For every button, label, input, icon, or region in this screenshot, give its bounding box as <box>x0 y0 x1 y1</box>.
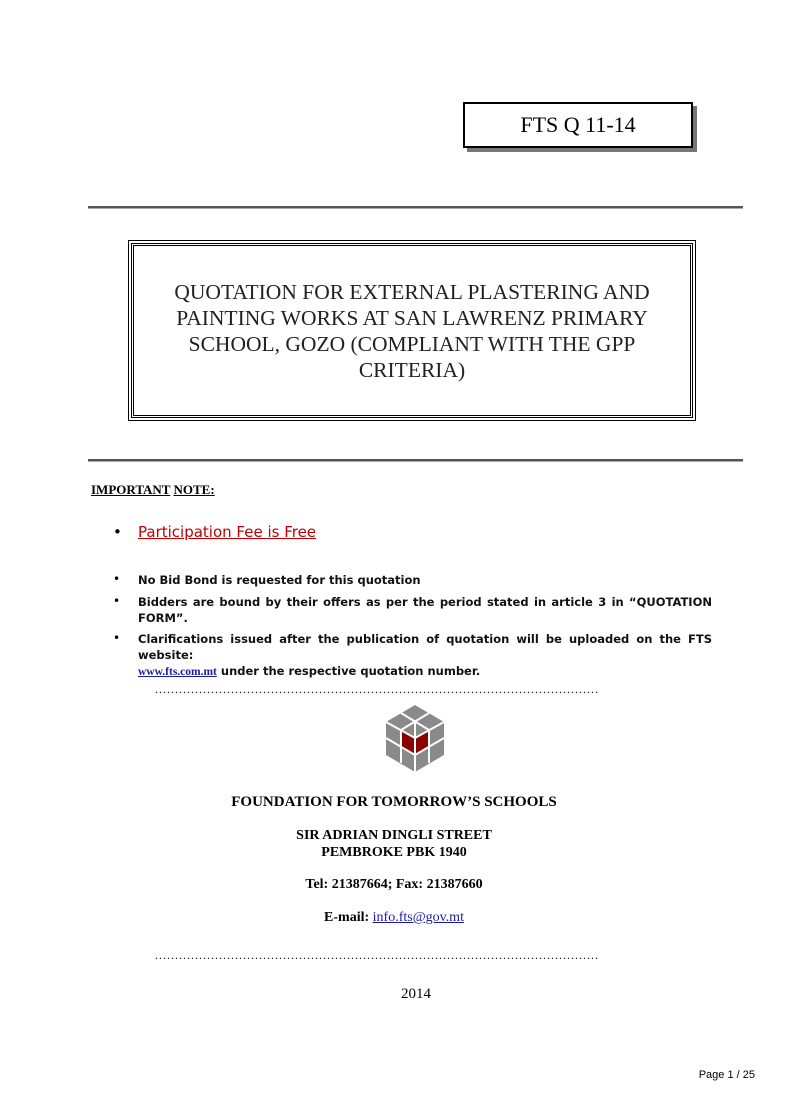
list-item: Bidders are bound by their offers as per the period stated in article 3 in “QUOTATION FORM”. <box>138 595 712 625</box>
divider <box>88 206 743 209</box>
bullet: • <box>113 572 121 586</box>
dotted-separator: ............................................................................................................... <box>155 682 599 696</box>
list-item <box>138 631 712 680</box>
address-line: SIR ADRIAN DINGLI STREET <box>296 828 492 843</box>
bullet: • <box>113 631 121 645</box>
list-item-text: Clarifications issued after the publication of quotation will be uploaded on the FTS website: <box>138 632 712 662</box>
list-item: No Bid Bond is requested for this quotation <box>138 573 421 587</box>
website-link[interactable]: www.fts.com.mt <box>138 666 217 678</box>
divider <box>88 459 743 462</box>
fee-notice: Participation Fee is Free <box>138 523 317 541</box>
document-title: QUOTATION FOR EXTERNAL PLASTERING AND PAINTING WORKS AT SAN LAWRENZ PRIMARY SCHOOL, GOZO (COMPLIANT WITH THE GPP CRITERIA) <box>131 243 693 418</box>
fts-logo-icon <box>380 702 450 774</box>
year: 2014 <box>401 986 431 1002</box>
note-word: NOTE: <box>173 482 215 497</box>
email-link[interactable]: info.fts@gov.mt <box>372 910 464 925</box>
dotted-separator: ............................................................................................................... <box>155 948 599 962</box>
bullet: • <box>113 523 122 541</box>
important-word: IMPORTANT <box>91 482 171 497</box>
address-line: PEMBROKE PBK 1940 <box>321 845 467 860</box>
organisation-name: FOUNDATION FOR TOMORROW’S SCHOOLS <box>231 794 557 810</box>
page-number: Page 1 / 25 <box>698 1069 755 1081</box>
email-line <box>0 910 788 926</box>
important-note-heading <box>91 482 215 498</box>
reference-code: FTS Q 11-14 <box>463 102 693 148</box>
list-item-text: under the respective quotation number. <box>216 664 481 678</box>
email-label: E-mail: <box>324 910 373 925</box>
bullet: • <box>113 594 121 608</box>
phone-fax: Tel: 21387664; Fax: 21387660 <box>305 877 483 892</box>
